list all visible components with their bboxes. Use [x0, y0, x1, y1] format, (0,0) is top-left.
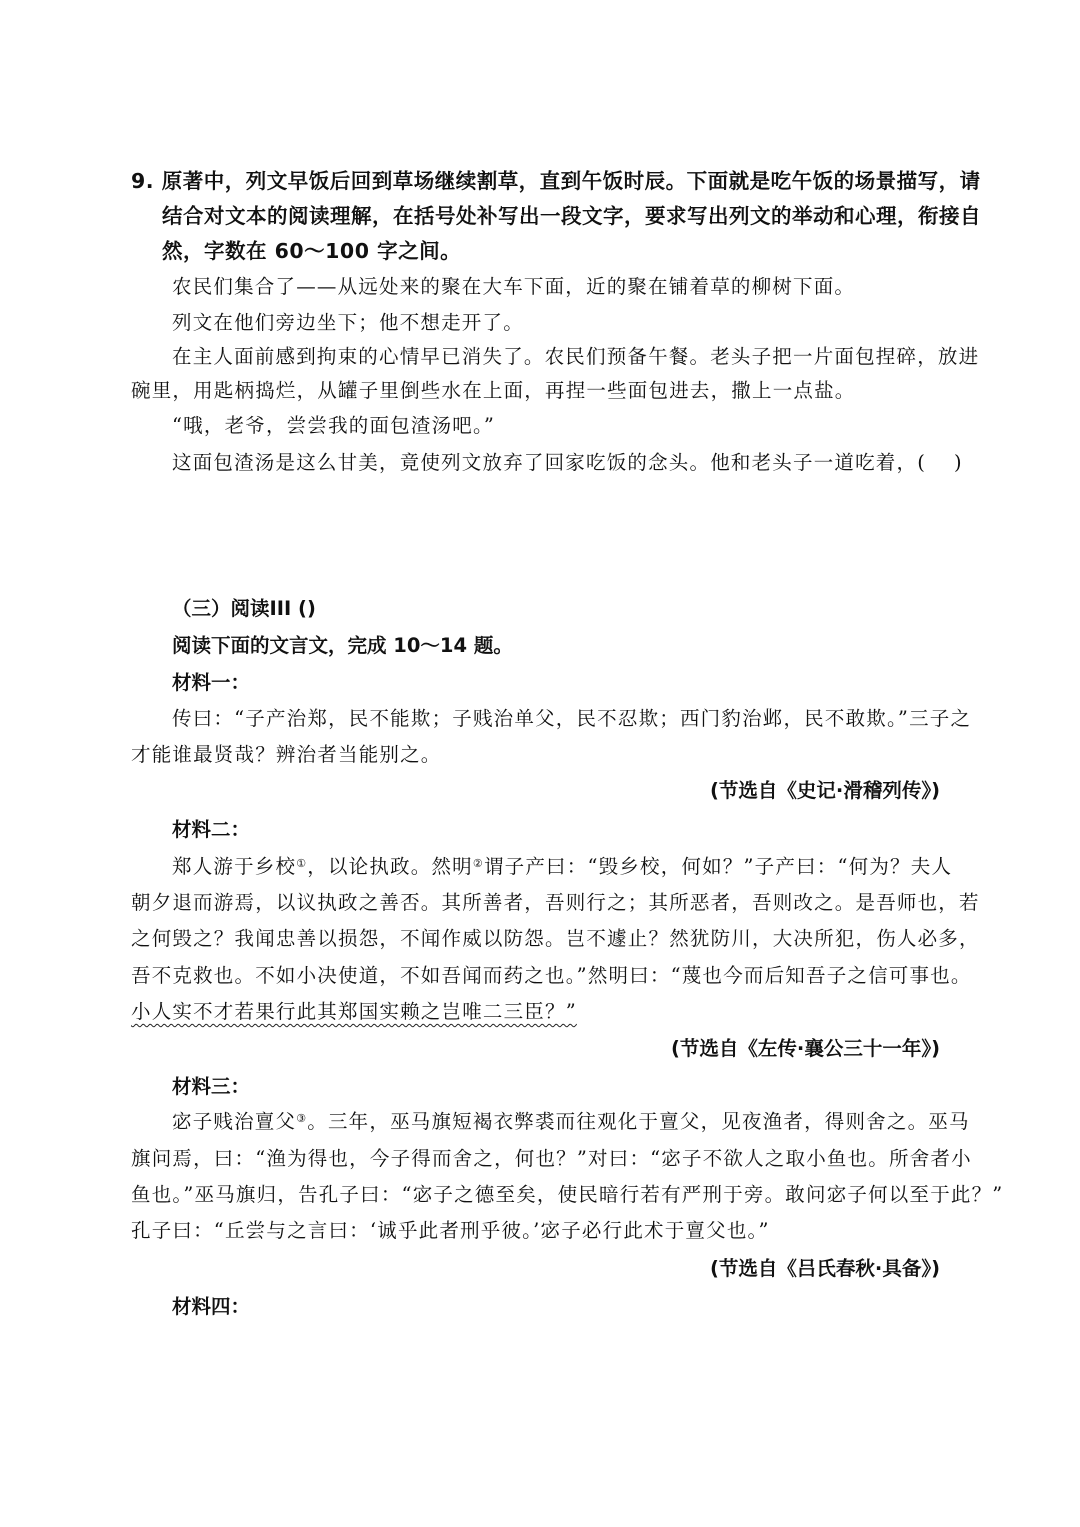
- material-3-line-3: 鱼也。”巫马旗归，告孔子曰：“宓子之德至矣，使民暗行若有严刑于旁。敢问宓子何以至于此？”: [131, 1183, 1004, 1206]
- passage-line-3: 在主人面前感到拘束的心情早已消失了。农民们预备午餐。老头子把一片面包捏碎，放进: [172, 345, 980, 368]
- material-3-line-1: [172, 1108, 970, 1136]
- passage-line-5: “哦，老爷，尝尝我的面包渣汤吧。”: [172, 414, 496, 437]
- q9-line-2: 结合对文本的阅读理解，在括号处补写出一段文字，要求写出列文的举动和心理，衔接自: [162, 204, 981, 228]
- blank-close-paren: ): [954, 451, 963, 474]
- material-3-source: (节选自《吕氏春秋·具备》): [710, 1257, 940, 1280]
- passage-line-4: 碗里，用匙柄捣烂，从罐子里倒些水在上面，再捏一些面包进去，撒上一点盐。: [131, 379, 856, 402]
- section3-instruction: 阅读下面的文言文，完成 10～14 题。: [172, 634, 513, 657]
- m2-line1-c: 谓子产曰：“毁乡校，何如？”子产曰：“何为？夫人: [483, 855, 953, 878]
- section3-heading: （三）阅读III (): [172, 597, 316, 620]
- material-4-title: 材料四：: [172, 1295, 251, 1318]
- material-1-line-1: 传曰：“子产治郑，民不能欺；子贱治单父，民不忍欺；西门豹治邺，民不敢欺。”三子之: [172, 707, 972, 730]
- page-footer: [0, 1350, 1080, 1378]
- material-2-line-3: 之何毁之？我闻忠善以损怨，不闻作威以防怨。岂不遽止？然犹防川，大决所犯，伤人必多，: [131, 927, 980, 950]
- material-2-underlined-sentence: 小人实不才若果行此其郑国实赖之岂唯二三臣？”: [131, 1000, 577, 1023]
- material-2-line-4: 吾不克救也。不如小决使道，不如吾闻而药之也。”然明曰：“蔑也今而后知吾子之信可事也。: [131, 964, 972, 987]
- passage-line-2: 列文在他们旁边坐下；他不想走开了。: [172, 311, 524, 334]
- m3-line1-b: 。三年，巫马旗短褐衣弊裘而往观化于亶父，见夜渔者，得则舍之。巫马: [307, 1110, 970, 1133]
- passage-line-6-text: 这面包渣汤是这么甘美，竟使列文放弃了回家吃饭的念头。他和老头子一道吃着，(: [172, 451, 927, 474]
- passage-line-6: [172, 449, 963, 477]
- m2-line1-a: 郑人游于乡校: [172, 855, 297, 878]
- material-2-line-2: 朝夕退而游焉，以议执政之善否。其所善者，吾则行之；其所恶者，吾则改之。是吾师也，若: [131, 891, 980, 914]
- material-2-source: (节选自《左传·襄公三十一年》): [671, 1037, 940, 1060]
- material-3-line-2: 旗问焉，曰：“渔为得也，今子得而舍之，何也？”对曰：“宓子不欲人之取小鱼也。所舍者小: [131, 1147, 972, 1170]
- material-3-title: 材料三：: [172, 1075, 251, 1098]
- material-1-line-2: 才能谁最贤哉？辨治者当能别之。: [131, 743, 442, 766]
- footnote-marker-3: ③: [296, 1112, 308, 1125]
- material-2-title: 材料二：: [172, 818, 251, 841]
- material-2-line-1: [172, 853, 952, 881]
- q9-line-1: 9. 原著中，列文早饭后回到草场继续割草，直到午饭时辰。下面就是吃午饭的场景描写，请: [131, 169, 981, 193]
- m3-line1-a: 宓子贱治亶父: [172, 1110, 297, 1133]
- material-3-line-4: 孔子曰：“丘尝与之言曰：‘诚乎此者刑乎彼。’宓子必行此术于亶父也。”: [131, 1219, 770, 1242]
- footnote-marker-2: ②: [472, 857, 484, 870]
- footnote-marker-1: ①: [296, 857, 308, 870]
- material-1-title: 材料一：: [172, 671, 251, 694]
- m2-line1-b: ，以论执政。然明: [307, 855, 473, 878]
- material-1-source: (节选自《史记·滑稽列传》): [710, 779, 940, 802]
- passage-line-1: 农民们集合了——从远处来的聚在大车下面，近的聚在铺着草的柳树下面。: [172, 275, 856, 298]
- q9-line-3: 然，字数在 60～100 字之间。: [162, 239, 462, 263]
